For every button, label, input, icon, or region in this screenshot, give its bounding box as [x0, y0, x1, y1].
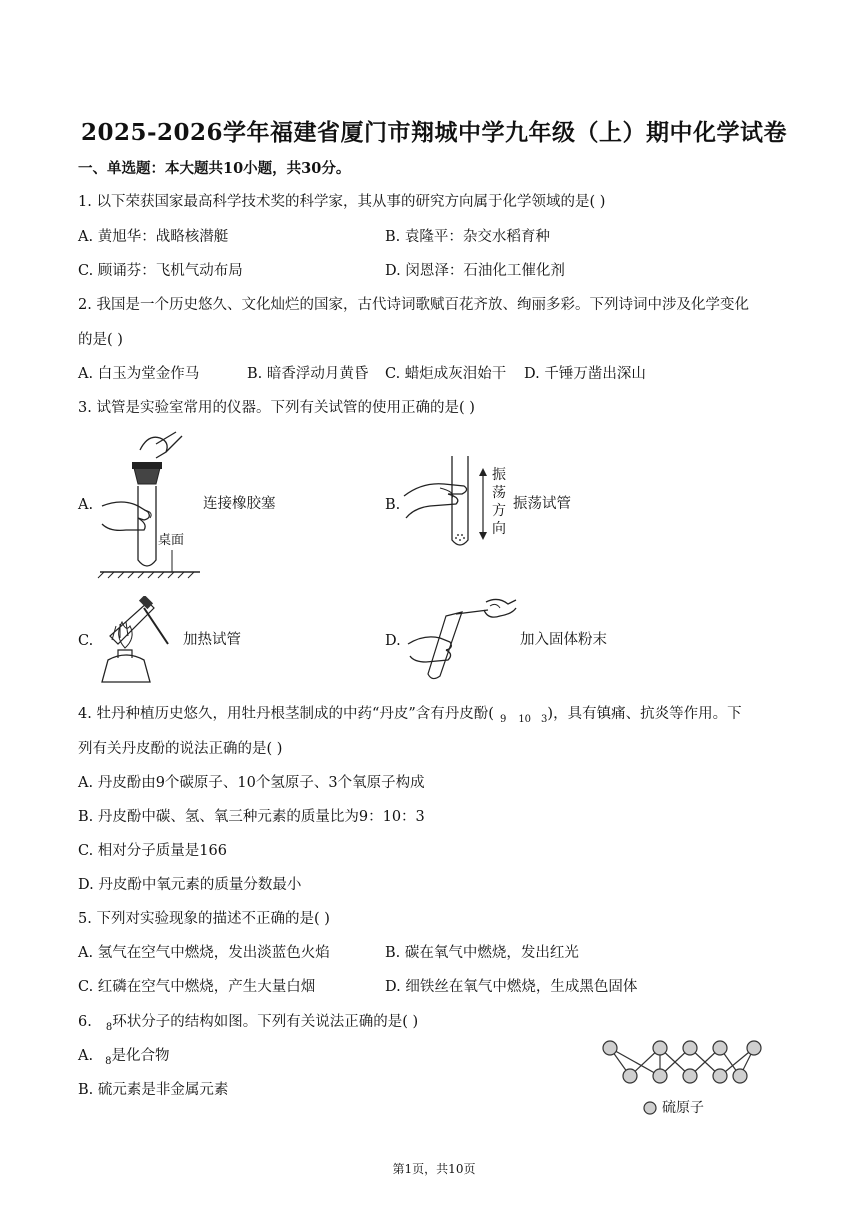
sulfur-atom: [683, 1069, 697, 1083]
q3-figure-c-heating: [92, 596, 182, 686]
q5-option-d: D. 细铁丝在氧气中燃烧，生成黑色固体: [385, 979, 638, 995]
q6-figure-legend: 硫原子: [662, 1100, 704, 1116]
page-footer: 第1页，共10页: [392, 1162, 476, 1176]
q6-option-a: A. $_8$是化合物: [78, 1048, 170, 1067]
q4-stem-line2: 列有关丹皮酚的说法正确的是( ): [78, 741, 283, 757]
q2-option-a: A. 白玉为堂金作马: [78, 366, 200, 382]
sulfur-atom: [713, 1069, 727, 1083]
page-title: 2025-2026学年福建省厦门市翔城中学九年级（上）期中化学试卷: [80, 119, 788, 146]
q3-option-d-letter: D.: [385, 633, 401, 649]
q2-option-b: B. 暗香浮动月黄昏: [247, 366, 369, 382]
q3-stem: 3. 试管是实验室常用的仪器。下列有关试管的使用正确的是( ): [78, 400, 475, 416]
sulfur-atom: [653, 1041, 667, 1055]
sulfur-atom: [747, 1041, 761, 1055]
q4-option-a: A. 丹皮酚由9个碳原子、10个氢原子、3个氧原子构成: [78, 775, 425, 791]
q5-stem: 5. 下列对实验现象的描述不正确的是( ): [78, 911, 330, 927]
sulfur-atom: [623, 1069, 637, 1083]
q1-stem: 1. 以下荣获国家最高科学技术奖的科学家，其从事的研究方向属于化学领域的是( ): [78, 194, 606, 210]
q3-option-b-text: 振荡试管: [513, 496, 571, 512]
sulfur-atom: [683, 1041, 697, 1055]
q4-option-b: B. 丹皮酚中碳、氢、氧三种元素的质量比为9：10：3: [78, 809, 425, 825]
q3-option-b-letter: B.: [385, 497, 401, 513]
q3-figure-a-stopper: [96, 428, 206, 580]
q1-option-d: D. 闵恩泽：石油化工催化剂: [385, 263, 565, 279]
q5-option-b: B. 碳在氧气中燃烧，发出红光: [385, 945, 579, 961]
q1-option-b: B. 袁隆平：杂交水稻育种: [385, 229, 550, 245]
q1-option-a: A. 黄旭华：战略核潜艇: [78, 229, 229, 245]
q3-option-a-letter: A.: [78, 497, 94, 513]
q4-option-d: D. 丹皮酚中氧元素的质量分数最小: [78, 877, 302, 893]
q3-option-c-letter: C.: [78, 633, 94, 649]
q3-figure-b-shaking: [400, 452, 480, 552]
q4-option-c: C. 相对分子质量是166: [78, 843, 227, 859]
sulfur-atom: [653, 1069, 667, 1083]
q3-figure-d-powder: [404, 596, 520, 684]
sulfur-atom: [603, 1041, 617, 1055]
q1-option-c: C. 顾诵芬：飞机气动布局: [78, 263, 243, 279]
q2-option-d: D. 千锤万凿出深山: [524, 366, 646, 382]
q4-stem-line1: 4. 牡丹种植历史悠久，用牡丹根茎制成的中药“丹皮”含有丹皮酚( $_9$ $_{10}$ $_3$)，具有镇痛、抗炎等作用。下: [78, 706, 742, 725]
q3-figure-b-arrow: [478, 468, 488, 540]
q6-option-b: B. 硫元素是非金属元素: [78, 1082, 229, 1098]
q3-figure-a-table-label: 桌面: [158, 533, 185, 548]
q2-option-c: C. 蜡炬成灰泪始干: [385, 366, 507, 382]
q5-option-a: A. 氢气在空气中燃烧，发出淡蓝色火焰: [78, 945, 330, 961]
legend-atom-icon: [644, 1102, 656, 1114]
q5-option-c: C. 红磷在空气中燃烧，产生大量白烟: [78, 979, 316, 995]
q3-option-c-text: 加热试管: [183, 632, 241, 648]
q3-option-d-text: 加入固体粉末: [520, 632, 607, 648]
q3-option-a-text: 连接橡胶塞: [203, 496, 276, 512]
section-heading: 一、单选题：本大题共10小题，共30分。: [78, 160, 351, 177]
q6-stem: 6. $_8$环状分子的结构如图。下列有关说法正确的是( ): [78, 1014, 419, 1033]
q3-figure-b-direction-label: 振 荡 方 向: [492, 467, 506, 537]
sulfur-atom: [713, 1041, 727, 1055]
q2-stem-line2: 的是( ): [78, 332, 123, 348]
sulfur-atom: [733, 1069, 747, 1083]
q2-stem-line1: 2. 我国是一个历史悠久、文化灿烂的国家，古代诗词歌赋百花齐放、绚丽多彩。下列诗词中涉及化学变化: [78, 297, 749, 313]
